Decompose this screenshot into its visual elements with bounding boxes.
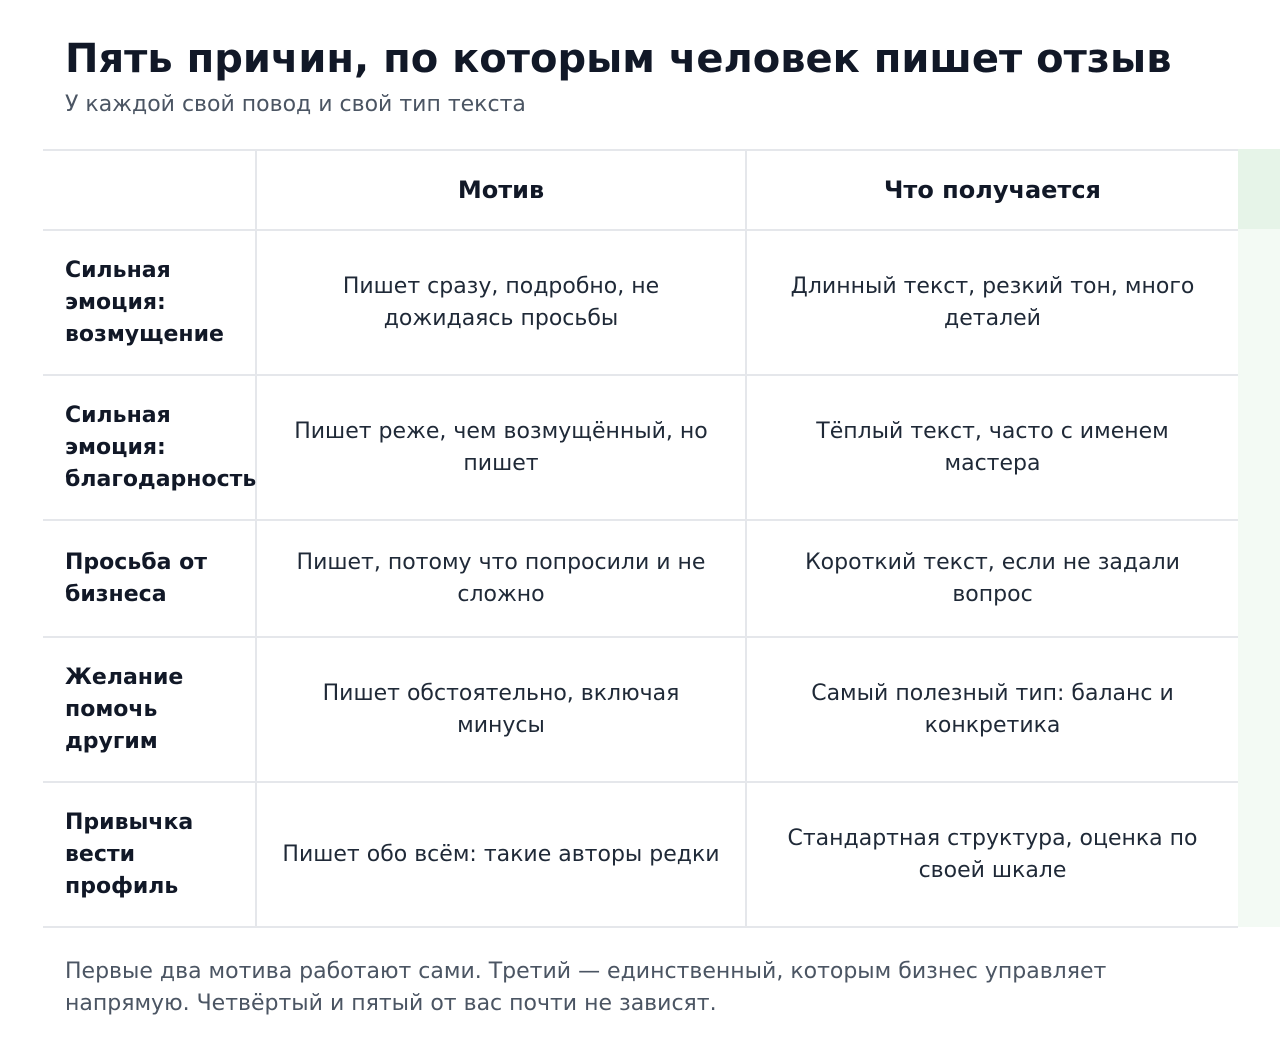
table-header-row [43, 150, 1238, 230]
header-cell-result: Что получается [746, 150, 1238, 230]
row-result: Короткий текст, если не задали вопрос [746, 520, 1238, 637]
row-motive: Пишет реже, чем возмущённый, но пишет [256, 375, 746, 520]
row-motive: Пишет, потому что попросили и не сложно [256, 520, 746, 637]
accent-strip [1238, 149, 1280, 927]
reasons-table [43, 149, 1238, 928]
page-subtitle: У каждой свой повод и свой тип текста [65, 92, 526, 117]
page-title: Пять причин, по которым человек пишет отзыв [65, 36, 1172, 82]
row-reason: Привычка вести профиль [43, 782, 256, 927]
row-reason: Желание помочь другим [43, 637, 256, 782]
footer-note: Первые два мотива работают сами. Третий — единственный, которым бизнес управляет напрямую. Четвёртый и пятый от вас почти не зависят. [65, 959, 1107, 1016]
row-motive: Пишет сразу, подробно, не дожидаясь просьбы [256, 230, 746, 375]
table-row [43, 520, 1238, 637]
table-row [43, 375, 1238, 520]
row-result: Самый полезный тип: баланс и конкретика [746, 637, 1238, 782]
table-row [43, 230, 1238, 375]
row-result: Длинный текст, резкий тон, много деталей [746, 230, 1238, 375]
row-result: Стандартная структура, оценка по своей шкале [746, 782, 1238, 927]
row-motive: Пишет обо всём: такие авторы редки [256, 782, 746, 927]
table-row [43, 637, 1238, 782]
row-reason: Сильная эмоция: возмущение [43, 230, 256, 375]
table-row [43, 782, 1238, 927]
header-cell-empty [43, 150, 256, 230]
header-cell-motive: Мотив [256, 150, 746, 230]
row-reason: Сильная эмоция: благодарность [43, 375, 256, 520]
row-result: Тёплый текст, часто с именем мастера [746, 375, 1238, 520]
row-reason: Просьба от бизнеса [43, 520, 256, 637]
row-motive: Пишет обстоятельно, включая минусы [256, 637, 746, 782]
